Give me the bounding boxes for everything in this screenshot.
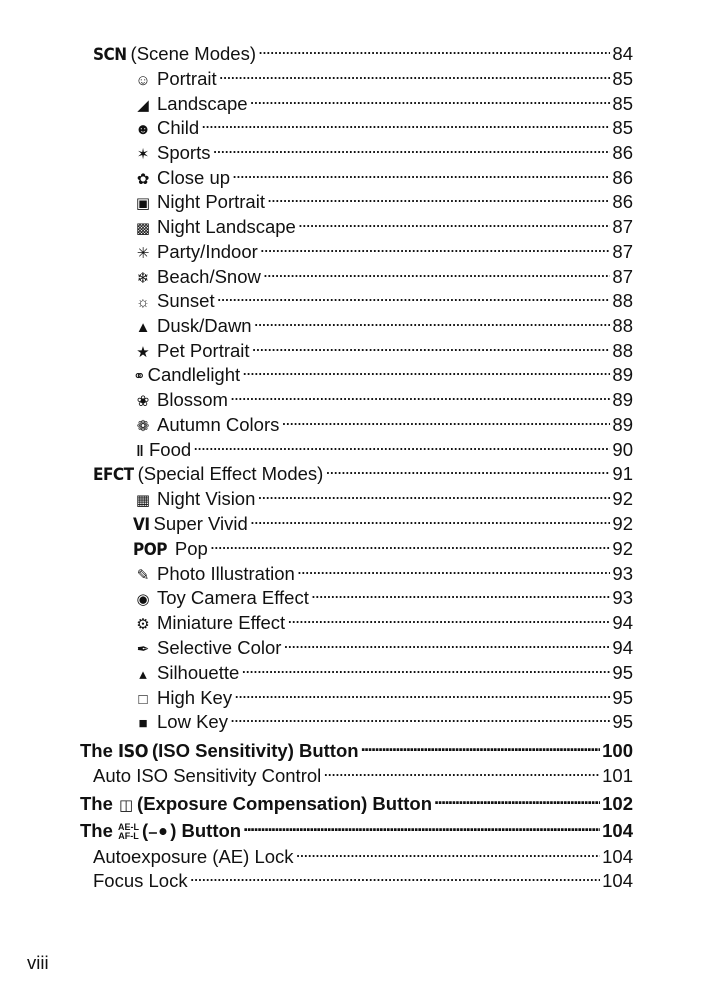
page-number: viii [27, 952, 49, 973]
landscape-icon: ◢ [137, 97, 149, 114]
toc-entry-portrait[interactable]: ☺ Portrait . . . 85 [133, 61, 633, 85]
toc-entry-party-indoor[interactable]: ✳ Party/Indoor . . . 87 [133, 234, 633, 258]
toc-entry-child[interactable]: ☻ Child . . . 85 [133, 110, 633, 134]
toc-entry-focus-lock[interactable]: Focus Lock . . . 104 [93, 863, 633, 887]
toc-entry-silhouette[interactable]: ▴ Silhouette . . . 95 [133, 655, 633, 679]
night-portrait-icon: ▣ [135, 195, 151, 212]
close-up-icon: ✿ [136, 171, 150, 188]
dusk-dawn-icon: ▲ [135, 319, 151, 336]
toc-entry-high-key[interactable]: □ High Key . . . 95 [133, 680, 633, 704]
toc-entry-sunset[interactable]: ☼ Sunset . . . 88 [133, 283, 633, 307]
toy-camera-icon: ◉ [136, 591, 150, 608]
party-indoor-icon: ✳ [136, 245, 150, 262]
toc-entry-beach-snow[interactable]: ❄ Beach/Snow . . . 87 [133, 259, 633, 283]
photo-illustration-icon: ✎ [136, 567, 150, 584]
toc-entry-iso-button[interactable]: The ISO (ISO Sensitivity) Button . . . 100 [80, 733, 633, 757]
night-landscape-icon: ▩ [135, 220, 151, 237]
toc-entry-low-key[interactable]: ■ Low Key . . . 95 [133, 704, 633, 728]
toc-entry-pet-portrait[interactable]: ★ Pet Portrait . . . 88 [133, 333, 633, 357]
toc-entry-sports[interactable]: ✶ Sports . . . 86 [133, 135, 633, 159]
toc-entry-food[interactable]: ‖ Food . . . 90 [133, 432, 633, 456]
toc-entry-night-landscape[interactable]: ▩ Night Landscape . . . 87 [133, 209, 633, 233]
key-icon: ⎯⚫ [149, 824, 170, 841]
toc-entry-ae-lock[interactable]: Autoexposure (AE) Lock . . . 104 [93, 839, 633, 863]
toc-entry-close-up[interactable]: ✿ Close up . . . 86 [133, 160, 633, 184]
portrait-icon: ☺ [135, 72, 151, 89]
candlelight-icon: ⚭ [133, 368, 146, 385]
toc-entry-toy-camera-effect[interactable]: ◉ Toy Camera Effect . . . 93 [133, 580, 633, 604]
toc-entry-night-vision[interactable]: ▦ Night Vision . . . 92 [133, 481, 633, 505]
pet-portrait-icon: ★ [136, 344, 150, 361]
toc-entry-special-effect-modes[interactable]: EFCT (Special Effect Modes) . . . 91 [93, 456, 633, 480]
toc-entry-blossom[interactable]: ❀ Blossom . . . 89 [133, 382, 633, 406]
super-vivid-icon: VI [133, 515, 150, 535]
toc-entry-landscape[interactable]: ◢ Landscape . . . 85 [133, 86, 633, 110]
night-vision-icon: ▦ [135, 492, 151, 509]
high-key-icon: □ [138, 691, 148, 708]
ae-l-af-l-icon: AE-L AF-L [118, 822, 140, 842]
autumn-colors-icon: ❁ [136, 418, 150, 435]
toc-entry-exposure-compensation-button[interactable]: The ◫ (Exposure Compensation) Button . . . 102 [80, 786, 633, 810]
blossom-icon: ❀ [136, 393, 150, 410]
food-icon: ‖ [136, 443, 144, 460]
scn-mode-label: SCN [93, 45, 127, 65]
toc-entry-candlelight[interactable]: ⚭ Candlelight . . . 89 [133, 357, 633, 381]
selective-color-icon: ✒ [136, 641, 150, 658]
toc-entry-miniature-effect[interactable]: ⚙ Miniature Effect . . . 94 [133, 605, 633, 629]
silhouette-icon: ▴ [139, 666, 147, 683]
toc-entry-scene-modes[interactable]: SCN (Scene Modes) . . . 84 [93, 36, 633, 60]
toc-entry-night-portrait[interactable]: ▣ Night Portrait . . . 86 [133, 184, 633, 208]
toc-entry-selective-color[interactable]: ✒ Selective Color . . . 94 [133, 630, 633, 654]
exposure-compensation-icon: ◫ [118, 797, 134, 814]
miniature-icon: ⚙ [136, 616, 150, 633]
efct-mode-label: EFCT [93, 465, 134, 485]
sunset-icon: ☼ [136, 294, 150, 311]
child-icon: ☻ [135, 121, 151, 138]
toc-entry-dusk-dawn[interactable]: ▲ Dusk/Dawn . . . 88 [133, 308, 633, 332]
toc-entry-auto-iso[interactable]: Auto ISO Sensitivity Control . . . 101 [93, 758, 633, 782]
toc-entry-super-vivid[interactable]: VI Super Vivid . . . 92 [133, 506, 633, 530]
toc-entry-ae-l-af-l-button[interactable]: The AE-L AF-L (⎯⚫) Button . . . 104 [80, 813, 633, 837]
sports-icon: ✶ [136, 146, 150, 163]
toc-entry-photo-illustration[interactable]: ✎ Photo Illustration . . . 93 [133, 556, 633, 580]
low-key-icon: ■ [138, 715, 148, 732]
pop-icon: POP [133, 540, 167, 560]
beach-snow-icon: ❄ [136, 270, 150, 287]
toc-entry-pop[interactable]: POP Pop . . . 92 [133, 531, 633, 555]
toc-entry-autumn-colors[interactable]: ❁ Autumn Colors . . . 89 [133, 407, 633, 431]
iso-label: ISO [118, 741, 148, 762]
